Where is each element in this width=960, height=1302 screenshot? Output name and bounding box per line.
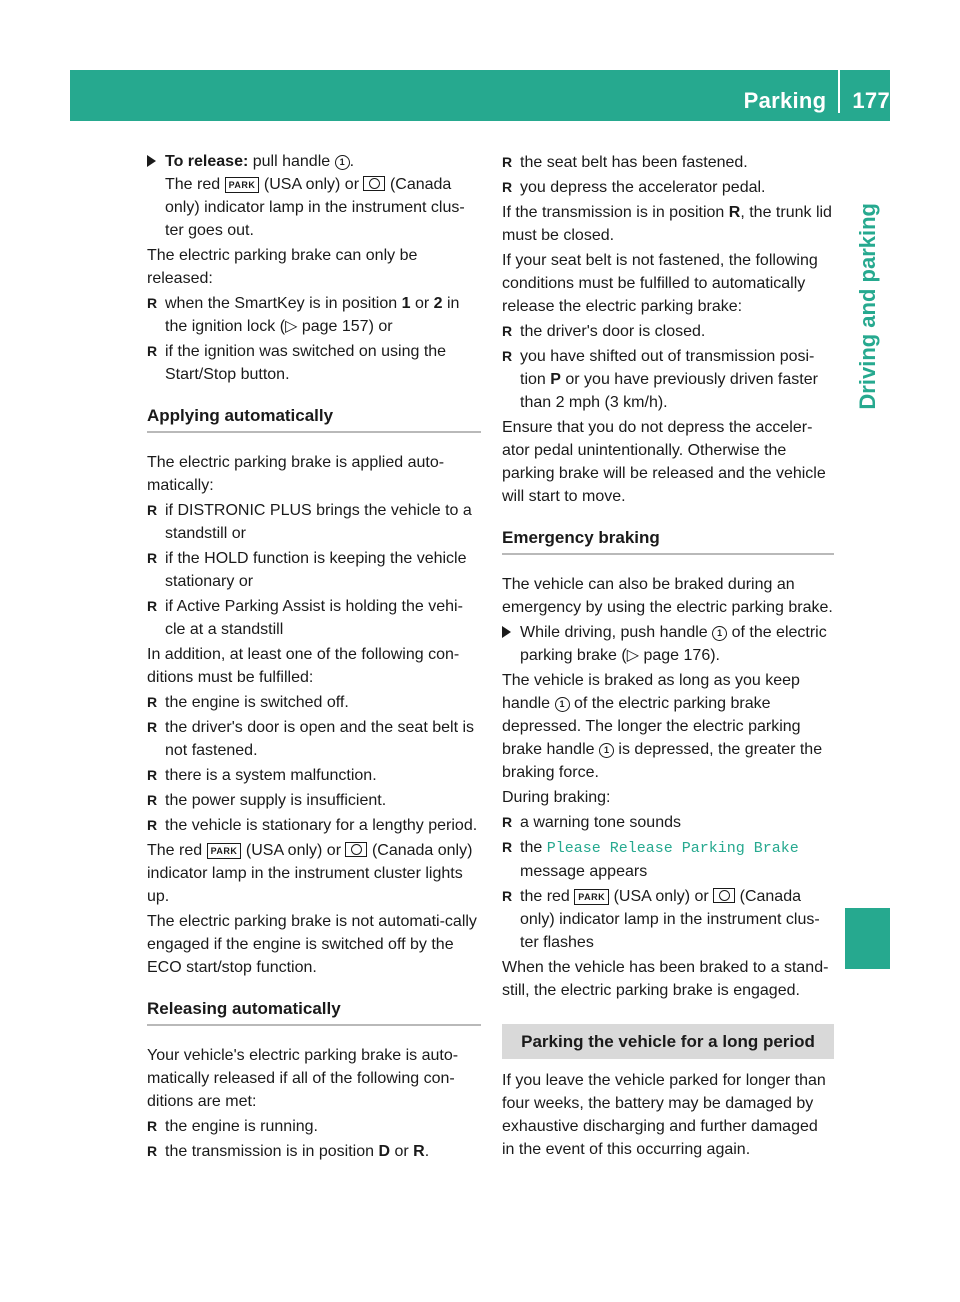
page-ref-link[interactable]: page 176). — [643, 647, 720, 664]
paragraph — [147, 839, 481, 908]
text: D — [378, 1143, 390, 1160]
side-tab-label: Driving and parking — [854, 203, 880, 410]
list-item: R the engine is running. — [147, 1115, 481, 1138]
page-ref-arrow-icon: ▷ — [626, 647, 640, 664]
page-number: 177 — [852, 88, 890, 113]
paragraph: The electric parking brake can only be released: — [147, 247, 418, 287]
text: . — [424, 1143, 430, 1160]
text: the transmission is in position — [165, 1143, 374, 1160]
list-item: R if Active Parking Assist is holding the vehi-cle at a standstill — [147, 595, 481, 641]
text: If the transmission is in position — [502, 204, 725, 221]
parking-brake-lamp-icon — [713, 888, 735, 903]
text: 1 — [401, 295, 411, 312]
handle-1-icon: 1 — [335, 155, 350, 170]
text: or — [394, 1143, 409, 1160]
heading-long-period: Parking the vehicle for a long period — [502, 1024, 834, 1059]
text: in the ignition lock ( — [165, 295, 460, 335]
left-column — [147, 150, 481, 1165]
header-separator — [838, 62, 840, 113]
text: of the electric parking brake depressed. The longer the electric parking brake handle — [502, 695, 801, 758]
text: (USA only) or — [613, 888, 709, 905]
parking-brake-lamp-icon — [345, 842, 367, 857]
paragraph: Ensure that you do not depress the acceler-ator pedal unintentionally. Otherwise the parking brake will be released and the vehicle will start to move. — [502, 419, 826, 505]
heading-releasing: Releasing automatically — [147, 997, 481, 1026]
text: (USA only) or — [245, 842, 342, 859]
emergency-step — [502, 621, 834, 667]
text: of the electric parking brake ( — [520, 624, 827, 664]
list-item: R the vehicle is stationary for a lengthy period. — [147, 814, 481, 837]
list-item: R if DISTRONIC PLUS brings the vehicle to a standstill or — [147, 499, 481, 545]
list-item — [147, 1140, 481, 1163]
heading-applying: Applying automatically — [147, 404, 481, 433]
text: pull handle — [252, 153, 331, 170]
text: The red — [147, 842, 203, 859]
paragraph: The electric parking brake is applied auto-matically: — [147, 454, 445, 494]
text: R — [728, 204, 741, 221]
step-label: To release: — [165, 153, 249, 170]
paragraph: If you leave the vehicle parked for longer than four weeks, the battery may be damaged by exhaustive discharging and further damaged in the event of this occurring again. — [502, 1072, 826, 1158]
header-title — [744, 88, 890, 115]
park-lamp-icon: PARK — [207, 843, 242, 859]
text: when the SmartKey is in position — [165, 295, 398, 312]
text: the red — [520, 888, 570, 905]
list-item: R the driver's door is closed. — [502, 320, 834, 343]
paragraph: Your vehicle's electric parking brake is auto-matically released if all of the following con-ditions are met: — [147, 1047, 459, 1110]
side-tab — [845, 120, 890, 410]
side-marker — [845, 908, 890, 969]
step-arrow-icon — [502, 626, 511, 638]
text: While driving, push handle — [520, 624, 708, 641]
list-item — [502, 345, 834, 414]
list-item: R if the ignition was switched on using the Start/Stop button. — [147, 340, 481, 386]
paragraph: In addition, at least one of the following con-ditions must be fulfilled: — [147, 646, 460, 686]
list-item: R the driver's door is open and the seat belt is not fastened. — [147, 716, 481, 762]
text: (Canada only) indicator lamp in the instrument clus-ter goes out. — [165, 176, 465, 239]
text: R — [413, 1143, 425, 1160]
heading-emergency: Emergency braking — [502, 526, 834, 555]
list-item — [502, 836, 834, 883]
paragraph: The vehicle can also be braked during an emergency by using the electric parking brake. — [502, 576, 833, 616]
section-title: Parking — [743, 88, 827, 113]
text: , the trunk lid must be closed. — [502, 204, 832, 244]
text: P — [550, 371, 561, 388]
release-step: To release: pull handle 1 . The red PARK (USA only) or (Canada only) indicator lamp in the instrument clus-ter goes out. — [147, 150, 481, 242]
page-ref-arrow-icon: ▷ — [285, 318, 298, 335]
handle-1-icon: 1 — [712, 626, 727, 641]
paragraph: The electric parking brake is not automati-cally engaged if the engine is switched off by the ECO start/stop function. — [147, 913, 477, 976]
paragraph: During braking: — [502, 789, 611, 806]
list-item — [147, 292, 481, 338]
list-item: R the seat belt has been fastened. — [502, 151, 834, 174]
list-item: R the power supply is insufficient. — [147, 789, 481, 812]
list-item: R the engine is switched off. — [147, 691, 481, 714]
text: The red — [165, 176, 221, 193]
handle-1-icon: 1 — [599, 743, 614, 758]
step-arrow-icon — [147, 155, 156, 167]
text: 2 — [433, 295, 443, 312]
text: the — [520, 839, 543, 856]
list-item — [502, 885, 834, 954]
park-lamp-icon: PARK — [225, 177, 260, 193]
handle-1-icon: 1 — [555, 697, 570, 712]
park-lamp-icon: PARK — [574, 889, 609, 905]
right-column — [502, 150, 834, 1163]
page-ref-link[interactable]: page 157) or — [301, 318, 393, 335]
parking-brake-lamp-icon — [363, 176, 385, 191]
text: or — [414, 295, 430, 312]
text: is depressed, the greater the braking force. — [502, 741, 823, 781]
list-item: R a warning tone sounds — [502, 811, 834, 834]
text: you have shifted out of transmission posi-tion — [520, 348, 815, 388]
text: (Canada only) indicator lamp in the instrument clus-ter flashes — [520, 888, 820, 951]
paragraph — [502, 669, 834, 784]
paragraph: If your seat belt is not fastened, the following conditions must be fulfilled to automatically release the electric parking brake: — [502, 252, 818, 315]
text: (Canada only) indicator lamp in the instrument cluster lights up. — [147, 842, 473, 905]
text: The vehicle is braked as long as you keep handle — [502, 672, 800, 712]
list-item: R you depress the accelerator pedal. — [502, 176, 834, 199]
text: message appears — [520, 863, 648, 880]
list-item: R if the HOLD function is keeping the vehicle stationary or — [147, 547, 481, 593]
paragraph: When the vehicle has been braked to a stand-still, the electric parking brake is engaged. — [502, 959, 829, 999]
list-item: R there is a system malfunction. — [147, 764, 481, 787]
text: or you have previously driven faster than 2 mph (3 km/h). — [520, 371, 818, 411]
display-message: Please Release Parking Brake — [546, 840, 799, 857]
paragraph — [502, 201, 834, 247]
text: (USA only) or — [263, 176, 360, 193]
